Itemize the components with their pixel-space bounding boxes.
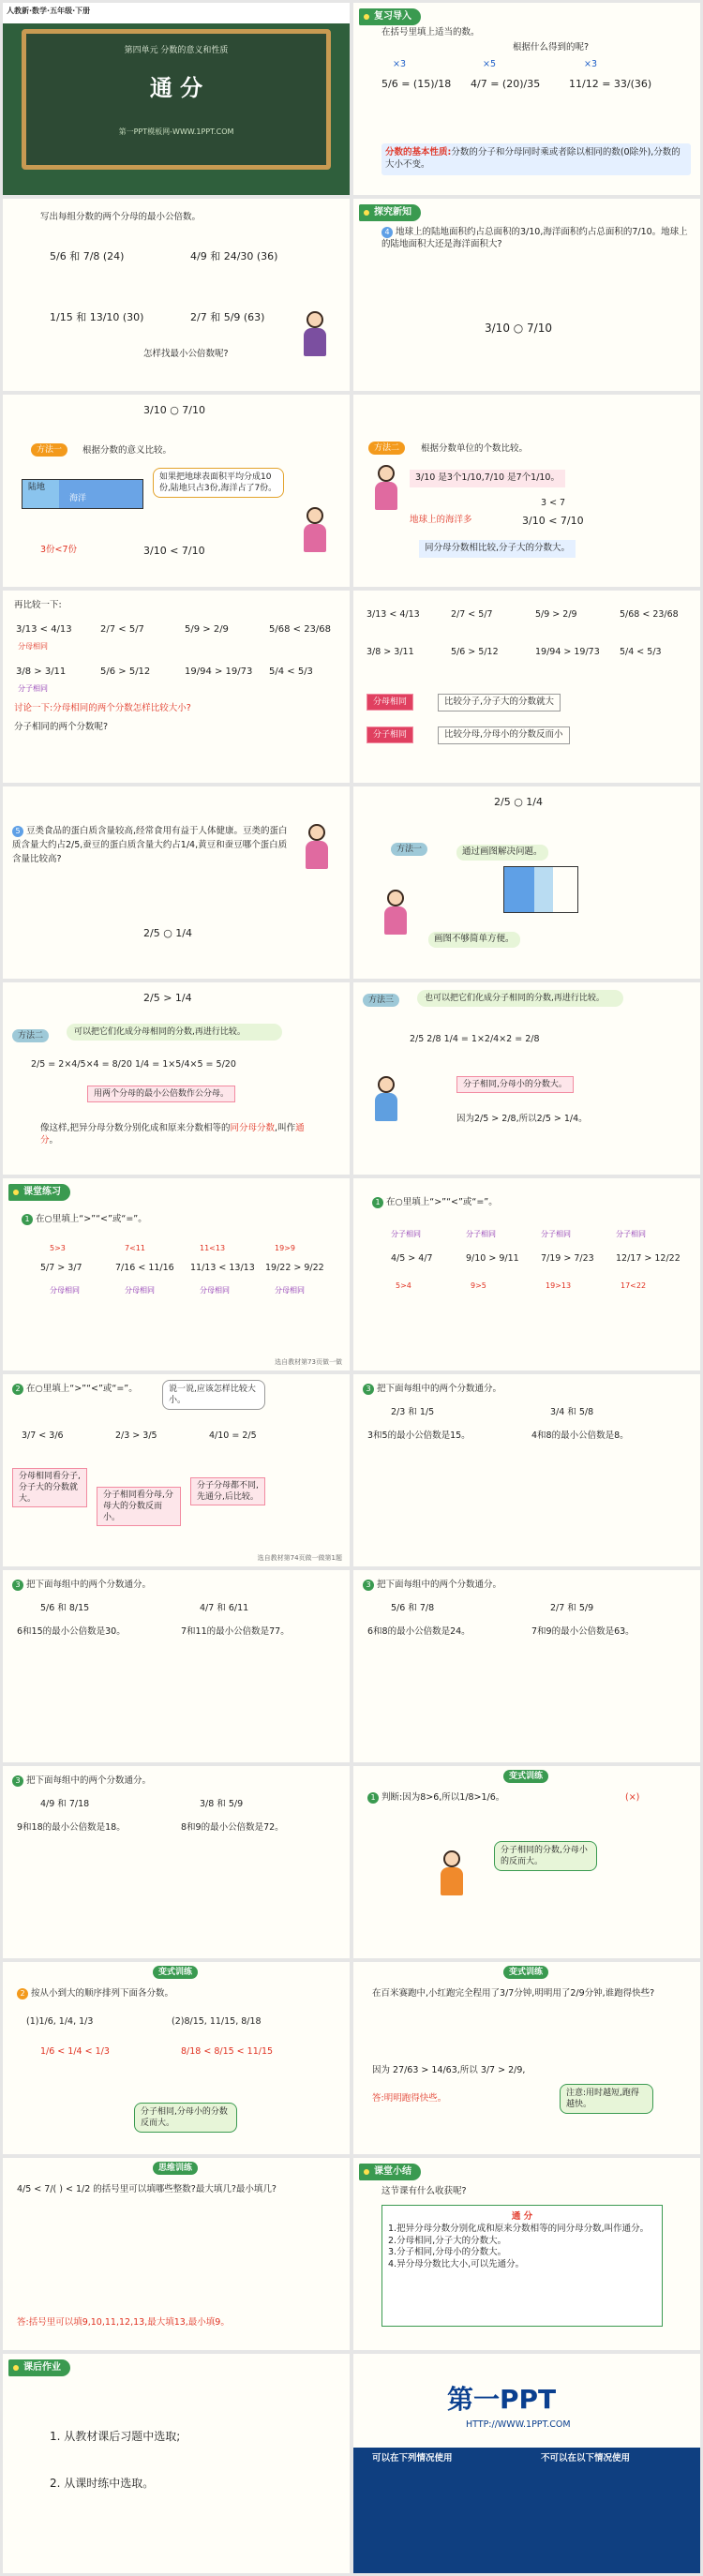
slide-method3	[353, 982, 700, 1175]
r2-item-4: 5/4 < 5/3	[620, 647, 662, 657]
r2-item-1: 3/8 > 3/11	[366, 647, 414, 657]
bottom-4: 分母相同	[275, 1286, 305, 1295]
slide-variant-2	[3, 1962, 350, 2154]
summary-item-1: 1.把异分母分数分别化成和原来分数相等的同分母分数,叫作通分。	[388, 2223, 650, 2234]
question-text: 在○里填上“>”“<”或“=”。	[36, 1214, 147, 1224]
question-text: 在○里填上“>”“<”或“=”。	[26, 1384, 138, 1394]
unit-line: 3/10 是3个1/10,7/10 是7个1/10。	[410, 470, 565, 487]
speech-bubble: 分子相同的分数,分母小的反而大。	[494, 1841, 597, 1871]
r1-item-1: 3/13 < 4/13	[16, 624, 72, 635]
bottom-1: 分母相同	[50, 1286, 80, 1295]
slide-practice-5	[3, 1570, 350, 1762]
tip-3: 分子分母都不同,先通分,后比较。	[190, 1477, 265, 1505]
bot-3: 19>13	[546, 1281, 572, 1290]
site-text: 第一PPT模板网-WWW.1PPT.COM	[118, 127, 234, 136]
result: 因为2/5 > 2/8,所以2/5 > 1/4。	[456, 1114, 588, 1124]
brand-url: HTTP://WWW.1PPT.COM	[466, 2419, 571, 2430]
top-1: 5>3	[50, 1244, 66, 1252]
student-figure	[372, 1076, 400, 1125]
slide-review	[353, 3, 700, 195]
example-3: 11/12 = 33/(36)	[569, 78, 652, 90]
tag-same-denominator: 分母相同	[366, 694, 413, 711]
rule-2: 比较分母,分母小的分数反而小	[438, 726, 570, 744]
question: 这节课有什么收获呢?	[381, 2186, 467, 2196]
question-text: 地球上的陆地面积约占总面积的3/10,海洋面积约占总面积的7/10。地球上的陆地面积大还是海洋面积大?	[381, 227, 688, 249]
student-figure	[381, 890, 410, 938]
question: 写出每组分数的两个分母的最小公倍数。	[40, 212, 202, 222]
pair-1: 4/9 和 7/18	[40, 1799, 90, 1809]
col-1-title: 可以在下列情况使用	[372, 2453, 453, 2464]
item-4: 19/22 > 9/22	[265, 1263, 324, 1273]
lcm-2: 4和8的最小公倍数是8。	[531, 1430, 629, 1441]
answer-2: 4/9 和 24/30 (36)	[190, 250, 278, 262]
r1-item-4: 5/68 < 23/68	[269, 624, 332, 635]
slide-practice-7	[3, 1766, 350, 1958]
question-number: 4	[381, 227, 393, 238]
answer: 答:括号里可以填9,10,11,12,13,最大填13,最小填9。	[17, 2317, 230, 2328]
slide-variant-3	[353, 1962, 700, 2154]
slide-brand	[353, 2354, 700, 2573]
def-part-1: 像这样,把异分母分数分别化成和原来分数相等的	[40, 1123, 231, 1133]
mult-3: ×3	[584, 59, 598, 69]
summary-item-2: 2.分母相同,分子大的分数大。	[388, 2235, 507, 2246]
slide-practice-2	[353, 1178, 700, 1370]
chalkboard	[22, 29, 331, 170]
section-header: 复习导入	[359, 8, 421, 25]
question	[363, 1580, 501, 1592]
question-number: 5	[12, 826, 23, 837]
discussion: 讨论一下:分母相同的两个分数怎样比较大小?	[14, 703, 191, 713]
bottom-2: 分母相同	[125, 1286, 155, 1295]
def-part-4: 通分	[40, 1123, 305, 1146]
comparison: 3/10 < 7/10	[522, 515, 584, 527]
def-part-5: 。	[49, 1134, 59, 1146]
question	[12, 1775, 151, 1788]
lcm-1: 3和5的最小公倍数是15。	[367, 1430, 471, 1441]
answer-3: 1/15 和 13/10 (30)	[50, 311, 144, 323]
pair-1: 5/6 和 7/8	[391, 1603, 435, 1613]
slide-bean-method1	[353, 786, 700, 979]
question-number: 3	[12, 1775, 23, 1787]
item-2: 9/10 > 9/11	[466, 1253, 519, 1264]
question-text: 把下面每组中的两个分数通分。	[26, 1775, 152, 1786]
discussion-2: 分子相同的两个分数呢?	[14, 722, 109, 732]
section-header: 课堂小结	[359, 2164, 421, 2180]
lcm-1: 6和8的最小公倍数是24。	[367, 1626, 471, 1637]
brand-logo: 第一PPT	[447, 2384, 557, 2415]
equation: 2/5 = 2×4/5×4 = 8/20 1/4 = 1×5/4×5 = 5/20	[31, 1059, 236, 1070]
slide-explore	[353, 199, 700, 391]
rule-box	[381, 143, 691, 175]
item-1: 4/5 > 4/7	[391, 1253, 433, 1264]
note: 3 < 7	[541, 498, 566, 508]
section-header: 变式训练	[503, 1770, 548, 1783]
reference: 选自教材第74页做一做第1题	[257, 1553, 342, 1562]
question: 1 在○里填上“>”“<”或“=”。	[372, 1197, 498, 1209]
cloud-bubble: 说一说,应该怎样比较大小。	[162, 1380, 265, 1410]
result: 因为 27/63 > 14/63,所以 3/7 > 2/9,	[372, 2065, 526, 2075]
slide-practice-1	[3, 1178, 350, 1370]
summary-item-3: 3.分子相同,分母小的分数大。	[388, 2247, 507, 2258]
pair-2: 3/8 和 5/9	[200, 1799, 244, 1809]
question: 1 在○里填上“>”“<”或“=”。	[22, 1214, 147, 1226]
note-bubble: 注意:用时越短,跑得越快。	[560, 2084, 653, 2114]
question	[367, 1792, 504, 1805]
reference: 选自教材第73页做一做	[275, 1357, 342, 1366]
mult-1: ×3	[393, 59, 407, 69]
r1-item-4: 5/68 < 23/68	[620, 609, 679, 620]
group-2: (2)8/15, 11/15, 8/18	[172, 2016, 262, 2027]
sea-label: 海洋	[69, 494, 87, 503]
answer: 答:明明跑得快些。	[372, 2093, 447, 2104]
note: 画图不够简单方便。	[428, 932, 520, 948]
slide-summary	[353, 2158, 700, 2350]
lcm-2: 8和9的最小公倍数是72。	[181, 1822, 284, 1833]
item-3: 7/19 > 7/23	[541, 1253, 594, 1264]
mult-2: ×5	[483, 59, 497, 69]
r2-item-2: 5/6 > 5/12	[100, 666, 151, 677]
pair-2: 4/7 和 6/11	[200, 1603, 249, 1613]
ask: 根据什么得到的呢?	[513, 42, 590, 52]
comparison: 3/10 ○ 7/10	[485, 322, 552, 335]
r2-item-4: 5/4 < 5/3	[269, 666, 313, 677]
publisher-label: 人教新·数学·五年级·下册	[7, 7, 91, 15]
question-number: 2	[12, 1384, 23, 1395]
example-2: 4/7 = (20)/35	[471, 78, 541, 90]
tip-1: 分母相同看分子,分子大的分数就大。	[12, 1468, 87, 1507]
method-text: 根据分数的意义比较。	[82, 445, 172, 456]
question-text: 豆类食品的蛋白质含量较高,经常食用有益于人体健康。豆类的蛋白质含量大约占2/5,蚕豆的蛋白质含量大约占1/4,黄豆和蚕豆哪个蛋白质含量比较高?	[12, 826, 288, 865]
area-grid	[22, 479, 143, 509]
r2-item-2: 5/6 > 5/12	[451, 647, 499, 657]
section-header: 思维训练	[153, 2162, 198, 2175]
r1-item-1: 3/13 < 4/13	[366, 609, 420, 620]
slide-thinking	[3, 2158, 350, 2350]
r1-item-3: 5/9 > 2/9	[535, 609, 577, 620]
answer: (×)	[625, 1792, 640, 1803]
r2-item-3: 19/94 > 19/73	[185, 666, 253, 677]
top-3: 分子相同	[541, 1230, 571, 1238]
section-header: 变式训练	[153, 1966, 198, 1979]
question-number: 3	[363, 1384, 374, 1395]
item-2: 2/3 > 3/5	[115, 1430, 157, 1441]
method-tag: 方法三	[363, 994, 399, 1007]
item-3: 4/10 = 2/5	[209, 1430, 257, 1441]
question	[12, 1580, 151, 1592]
slide-method2	[353, 395, 700, 587]
slide-variant-1	[353, 1766, 700, 1958]
question	[17, 1988, 173, 2000]
slide-compare-more	[3, 591, 350, 783]
slide-practice-3	[3, 1374, 350, 1566]
slide-homework	[3, 2354, 350, 2573]
unit-title: 第四单元 分数的意义和性质	[124, 46, 229, 55]
question-text: 把下面每组中的两个分数通分。	[377, 1384, 502, 1394]
bot-1: 5>4	[396, 1281, 411, 1290]
slide-bean	[3, 786, 350, 979]
question-text: 把下面每组中的两个分数通分。	[377, 1580, 502, 1590]
license-panel	[353, 2448, 700, 2573]
answer-4: 2/7 和 5/9 (63)	[190, 311, 265, 323]
method-tag: 方法二	[368, 442, 405, 455]
pair-1: 5/6 和 8/15	[40, 1603, 90, 1613]
result: 3份<7份	[40, 545, 78, 555]
method-tag: 方法二	[12, 1029, 49, 1042]
question-text: 判断:因为8>6,所以1/8>1/6。	[381, 1792, 505, 1803]
example-1: 5/6 = (15)/18	[381, 78, 452, 90]
section-header: 探究新知	[359, 204, 421, 221]
slide-cover	[3, 3, 350, 195]
rule-label: 分数的基本性质:	[385, 147, 452, 157]
top-4: 19>9	[275, 1244, 295, 1252]
section-header: 课后作业	[8, 2359, 70, 2376]
question-number: 3	[363, 1580, 374, 1591]
method-text: 也可以把它们化成分子相同的分数,再进行比较。	[417, 990, 623, 1007]
question-text: 按从小到大的顺序排列下面各分数。	[31, 1988, 174, 1999]
lcm-2: 7和11的最小公倍数是77。	[181, 1626, 290, 1637]
method-tag: 方法一	[391, 843, 427, 856]
item-3: 11/13 < 13/13	[190, 1263, 255, 1273]
top-1: 分子相同	[391, 1230, 421, 1238]
slide-practice-4	[353, 1374, 700, 1566]
comparison: 2/5 ○ 1/4	[494, 796, 543, 808]
slide-method1	[3, 395, 350, 587]
item-2: 7/16 < 11/16	[115, 1263, 174, 1273]
r1-item-2: 2/7 < 5/7	[451, 609, 493, 620]
lcm-1: 6和15的最小公倍数是30。	[17, 1626, 126, 1637]
tag-1: 分母相同	[18, 642, 48, 651]
r1-item-2: 2/7 < 5/7	[100, 624, 144, 635]
speech-bubble: 如果把地球表面积平均分成10份,陆地只占3份,海洋占了7份。	[153, 468, 284, 498]
group-1: (1)1/6, 1/4, 1/3	[26, 2016, 94, 2027]
summary-item-4: 4.异分母分数比大小,可以先通分。	[388, 2259, 525, 2270]
question: 在百米赛跑中,小红跑完全程用了3/7分钟,明明用了2/9分钟,谁跑得快些?	[372, 1988, 655, 1999]
ask: 怎样找最小公倍数呢?	[143, 349, 229, 359]
top-2: 分子相同	[466, 1230, 496, 1238]
answer-2: 8/18 < 8/15 < 11/15	[181, 2046, 274, 2057]
summary-title: 通 分	[511, 2211, 533, 2222]
question	[363, 1384, 501, 1396]
lcm-1: 9和18的最小公倍数是18。	[17, 1822, 126, 1833]
slide-method2-common	[3, 982, 350, 1175]
question-number: 2	[17, 1988, 28, 1999]
section-header: 课堂练习	[8, 1184, 70, 1201]
method-tag: 方法一	[31, 443, 67, 457]
question-text: 把下面每组中的两个分数通分。	[26, 1580, 152, 1590]
r1-item-3: 5/9 > 2/9	[185, 624, 229, 635]
comparison: 3/10 ○ 7/10	[143, 404, 205, 416]
method-text: 可以把它们化成分母相同的分数,再进行比较。	[67, 1024, 282, 1041]
comparison: 2/5 > 1/4	[143, 992, 192, 1004]
answer-1: 1/6 < 1/4 < 1/3	[40, 2046, 110, 2057]
r2-item-1: 3/8 > 3/11	[16, 666, 67, 677]
definition	[40, 1123, 322, 1147]
student-figure	[438, 1850, 466, 1899]
slide-compare-rule	[353, 591, 700, 783]
student-figure	[303, 824, 331, 873]
bot-4: 17<22	[621, 1281, 647, 1290]
def-part-2: 同分母分数	[230, 1123, 276, 1133]
bot-2: 9>5	[471, 1281, 486, 1290]
col-2-title: 不可以在以下情况使用	[541, 2453, 631, 2464]
item-4: 12/17 > 12/22	[616, 1253, 681, 1264]
title: 再比较一下:	[14, 600, 62, 610]
r2-item-3: 19/94 > 19/73	[535, 647, 600, 657]
def-part-3: ,叫作	[275, 1123, 296, 1133]
item-1: 3/7 < 3/6	[22, 1430, 64, 1441]
teacher-figure	[301, 311, 329, 360]
lcm-note: 用两个分母的最小公倍数作公分母。	[87, 1086, 235, 1102]
question-number: 3	[12, 1580, 23, 1591]
equation: 2/5 2/8 1/4 = 1×2/4×2 = 2/8	[410, 1034, 540, 1044]
speech-bubble: 分子相同,分母小的分数反而大。	[134, 2103, 237, 2133]
tip-2: 分子相同看分母,分母大的分数反而小。	[97, 1487, 181, 1526]
question-number: 1	[367, 1792, 379, 1804]
hw-item-2: 2. 从课时练中选取。	[50, 2477, 155, 2490]
rule-1: 比较分子,分子大的分数就大	[438, 694, 561, 711]
question-text: 在○里填上“>”“<”或“=”。	[386, 1197, 498, 1207]
pair-2: 3/4 和 5/8	[550, 1407, 594, 1417]
question	[381, 227, 691, 251]
lcm-2: 7和9的最小公倍数是63。	[531, 1626, 635, 1637]
hw-item-1: 1. 从教材课后习题中选取;	[50, 2430, 181, 2443]
section-header: 变式训练	[503, 1966, 548, 1979]
pair-1: 2/3 和 1/5	[391, 1407, 435, 1417]
method-text: 通过画图解决问题。	[456, 845, 548, 861]
method-text: 根据分数单位的个数比较。	[421, 443, 529, 454]
lesson-title: 通 分	[149, 75, 203, 101]
slide-practice-6	[353, 1570, 700, 1762]
top-2: 7<11	[125, 1244, 145, 1252]
question: 在括号里填上适当的数。	[381, 27, 480, 37]
final-compare: 3/10 < 7/10	[143, 545, 205, 557]
question	[12, 1384, 138, 1396]
slide-lcm	[3, 199, 350, 391]
land-label: 陆地	[28, 483, 46, 492]
comparison: 2/5 ○ 1/4	[143, 927, 192, 939]
item-1: 5/7 > 3/7	[40, 1263, 82, 1273]
summary-box	[381, 2205, 663, 2327]
tag-2: 分子相同	[18, 684, 48, 693]
conclusion: 地球上的海洋多	[410, 515, 472, 525]
rule-text: 分子相同,分母小的分数大。	[456, 1076, 574, 1093]
rule-text: 同分母分数相比较,分子大的分数大。	[419, 540, 576, 558]
rule-text: 分数的分子和分母同时乘或者除以相同的数(0除外),分数的大小不变。	[385, 147, 681, 170]
student-figure	[301, 507, 329, 556]
student-figure	[372, 465, 400, 514]
bar-diagram	[503, 866, 578, 913]
tag-same-numerator: 分子相同	[366, 726, 413, 743]
top-3: 11<13	[200, 1244, 226, 1252]
bottom-3: 分母相同	[200, 1286, 230, 1295]
question: 4/5 < 7/( ) < 1/2 的括号里可以填哪些整数?最大填几?最小填几?	[17, 2184, 277, 2194]
pair-2: 2/7 和 5/9	[550, 1603, 594, 1613]
answer-1: 5/6 和 7/8 (24)	[50, 250, 125, 262]
top-4: 分子相同	[616, 1230, 646, 1238]
question	[12, 824, 293, 867]
